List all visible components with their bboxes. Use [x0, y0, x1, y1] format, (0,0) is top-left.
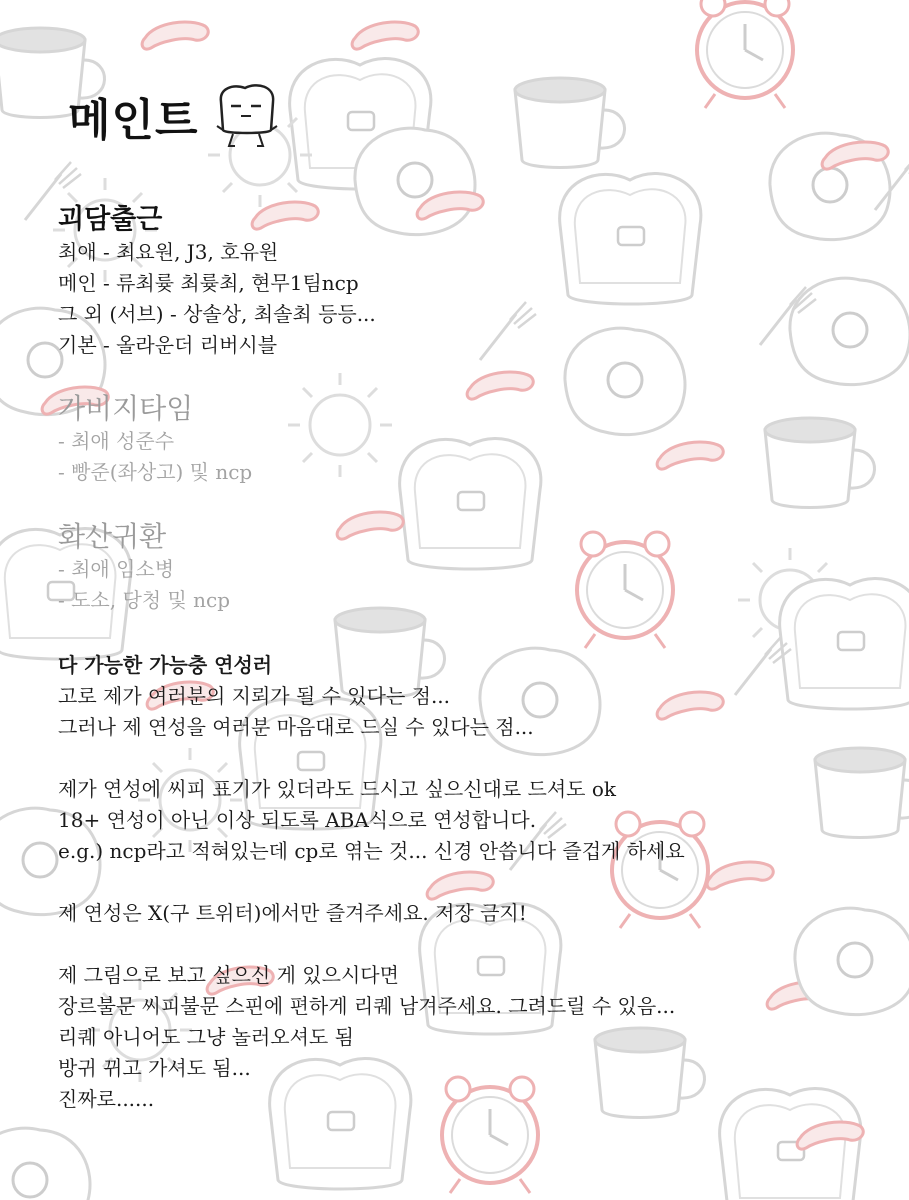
- notes-line: 제가 연성에 씨피 표기가 있더라도 드시고 싶으신대로 드셔도 ok: [58, 777, 617, 801]
- notes-line: 그러나 제 연성을 여러분 마음대로 드실 수 있다는 점...: [58, 715, 534, 739]
- notes-line: 리퀘 아니어도 그냥 놀러오셔도 됨: [58, 1025, 354, 1049]
- notes-line: e.g.) ncp라고 적혀있는데 cp로 엮는 것... 신경 안씁니다 즐겁게 하세요: [58, 839, 685, 863]
- section-line: - 최애 성준수: [58, 429, 175, 453]
- notes-line: 방귀 뀌고 가셔도 됨...: [58, 1056, 251, 1080]
- notes-heading: 다 가능한 가능충 연성러: [58, 653, 273, 677]
- section-title: 가비지타임: [58, 392, 194, 425]
- notes-line: 제 그림으로 보고 싶으신 게 있으시다면: [58, 963, 399, 987]
- notes-line: 진짜로......: [58, 1087, 155, 1111]
- notes-line: 고로 제가 여러분의 지뢰가 될 수 있다는 점...: [58, 684, 451, 708]
- section-line: 기본 - 올라운더 리버시블: [58, 333, 278, 357]
- section-line: 최애 - 최요원, J3, 호유원: [58, 240, 279, 264]
- notes-line: 18+ 연성이 아닌 이상 되도록 ABA식으로 연성합니다.: [58, 808, 537, 832]
- section-hwasan: [58, 520, 878, 616]
- title-row: [68, 80, 281, 152]
- notes-line: 장르불문 씨피불문 스핀에 편하게 리퀘 남겨주세요. 그려드릴 수 있음...: [58, 994, 676, 1018]
- section-line: - 빵준(좌상고) 및 ncp: [58, 460, 253, 484]
- section-line: 메인 - 류최륮 최륮최, 현무1팀ncp: [58, 271, 359, 295]
- section-line: 그 외 (서브) - 상솔상, 최솔최 등등...: [58, 302, 376, 326]
- section-garbage-time: [58, 392, 878, 488]
- bread-mascot-icon: [215, 80, 281, 152]
- section-title: 화산귀환: [58, 520, 167, 553]
- notes-block: [58, 650, 878, 1115]
- section-line: - 도소, 당청 및 ncp: [58, 588, 231, 612]
- section-line: - 최애 임소병: [58, 557, 175, 581]
- section-title: 괴담출근: [58, 204, 163, 235]
- page-title: 메인트: [68, 95, 199, 146]
- section-goedam: [58, 203, 878, 361]
- notes-line: 제 연성은 X(구 트위터)에서만 즐겨주세요. 저장 금지!: [58, 901, 527, 925]
